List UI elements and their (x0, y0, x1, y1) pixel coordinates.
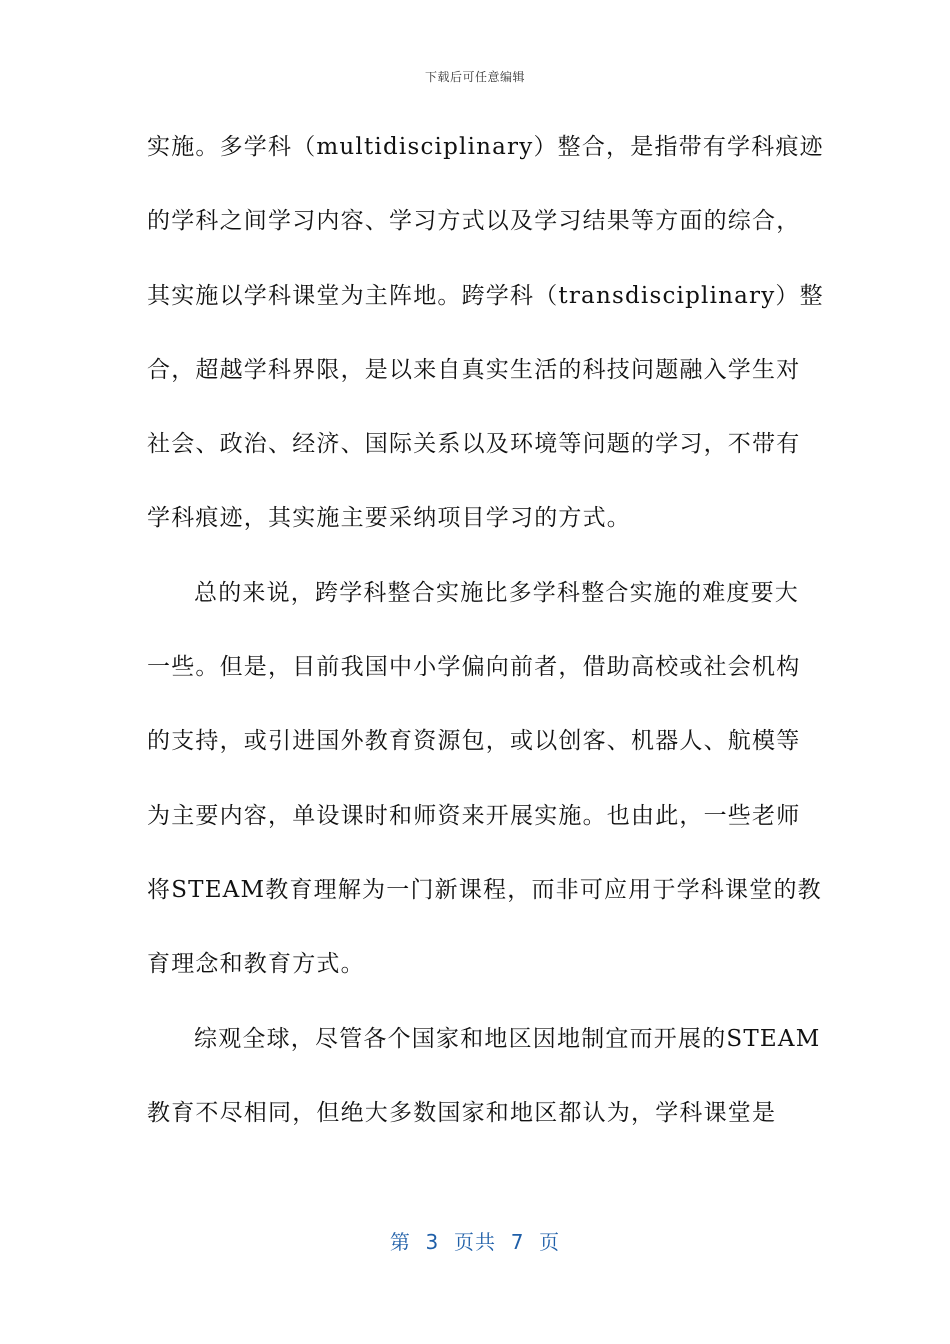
text-line: 实施。多学科（multidisciplinary）整合，是指带有学科痕迹 (147, 134, 824, 160)
text-line: 教育不尽相同，但绝大多数国家和地区都认为，学科课堂是 (147, 1099, 777, 1126)
text-line: 的支持，或引进国外教育资源包，或以创客、机器人、航模等 (147, 728, 801, 755)
text-line: 社会、政治、经济、国际关系以及环境等问题的学习，不带有 (147, 431, 801, 458)
header-note: 下载后可任意编辑 (424, 70, 525, 84)
text-line: 合，超越学科界限，是以来自真实生活的科技问题融入学生对 (147, 356, 801, 383)
text-line: 学科痕迹，其实施主要采纳项目学习的方式。 (147, 505, 631, 532)
text-line: 为主要内容，单设课时和师资来开展实施。也由此，一些老师 (147, 802, 801, 829)
text-line: 将STEAM教育理解为一门新课程，而非可应用于学科课堂的教 (147, 876, 822, 903)
paragraph-start-line: 综观全球，尽管各个国家和地区因地制宜而开展的STEAM (194, 1025, 821, 1052)
text-line: 一些。但是，目前我国中小学偏向前者，借助高校或社会机构 (147, 654, 801, 681)
text-line: 育理念和教育方式。 (147, 951, 365, 978)
paragraph-start-line: 总的来说，跨学科整合实施比多学科整合实施的难度要大 (194, 579, 799, 606)
page-number-footer (0, 1226, 950, 1255)
document-body (147, 124, 824, 1164)
text-line: 其实施以学科课堂为主阵地。跨学科（transdisciplinary）整 (147, 282, 824, 309)
page-number-text: 第 3 页共 7 页 (389, 1230, 561, 1254)
text-line: 的学科之间学习内容、学习方式以及学习结果等方面的综合， (147, 208, 801, 235)
